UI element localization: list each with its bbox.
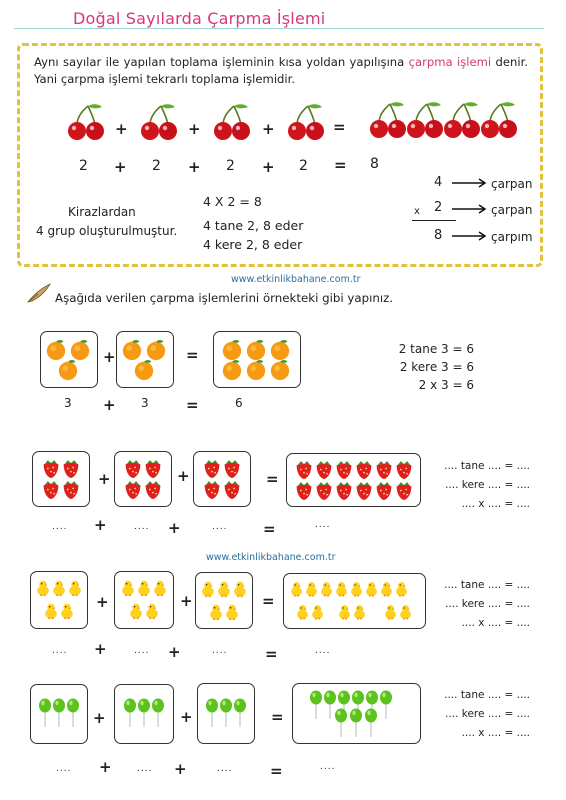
orange-icon bbox=[219, 337, 295, 383]
term-value: 8 bbox=[434, 228, 443, 243]
instruction-text: Aşağıda verilen çarpma işlemlerini örnekteki gibi yapınız. bbox=[55, 291, 394, 305]
equals-sign: = bbox=[270, 762, 283, 780]
quill-icon bbox=[26, 282, 52, 304]
chick-group-box bbox=[114, 571, 174, 629]
plus-sign: + bbox=[188, 120, 201, 138]
equals-sign: = bbox=[271, 708, 284, 726]
mult-sentence: 4 tane 2, 8 eder bbox=[203, 218, 304, 233]
chick-icon bbox=[35, 577, 83, 623]
equals-sign: = bbox=[186, 346, 199, 364]
term-label: çarpan bbox=[491, 203, 533, 217]
addend: 2 bbox=[226, 158, 235, 174]
plus-sign: + bbox=[262, 158, 275, 176]
plus-sign: + bbox=[168, 643, 181, 661]
addend: 2 bbox=[79, 158, 88, 174]
chick-group-box bbox=[195, 572, 253, 629]
orange-group-box bbox=[116, 331, 174, 388]
blank-dots: .... bbox=[52, 522, 68, 532]
cherry-icon bbox=[368, 101, 408, 139]
balloon-icon bbox=[121, 694, 167, 734]
strawberry-group-box bbox=[32, 451, 90, 507]
website-watermark: www.etkinlikbahane.com.tr bbox=[231, 274, 361, 285]
strawberry-icon bbox=[121, 457, 165, 501]
balloon-icon bbox=[36, 694, 82, 734]
sum: 8 bbox=[370, 156, 379, 172]
term-value: 4 bbox=[434, 175, 443, 190]
plus-sign: + bbox=[103, 396, 116, 414]
cherry-icon bbox=[286, 103, 326, 141]
sum: 6 bbox=[235, 396, 243, 410]
blank-dots: .... bbox=[134, 646, 150, 656]
equals-sign: = bbox=[186, 396, 199, 414]
blank-dots: .... bbox=[212, 646, 228, 656]
strawberry-icon bbox=[294, 458, 414, 502]
term-value: 2 bbox=[434, 200, 443, 215]
balloon-answers: .... tane .... = .... .... kere .... = .... .... x .... = .... bbox=[444, 689, 530, 739]
caption-line: Kirazlardan bbox=[68, 205, 136, 219]
plus-sign: + bbox=[103, 348, 116, 366]
plus-sign: + bbox=[96, 593, 109, 611]
equals-sign: = bbox=[266, 470, 279, 488]
intro-paragraph: Aynı sayılar ile yapılan toplama işleminin kısa yoldan yapılışına çarpma işlemi denir. Yani çarpma işlemi tekrarlı toplama işlemidir. bbox=[34, 55, 528, 86]
orange-group-box bbox=[40, 331, 98, 388]
plus-sign: + bbox=[168, 519, 181, 537]
orange-result-box bbox=[213, 331, 301, 388]
addend: 2 bbox=[299, 158, 308, 174]
balloon-result-box bbox=[292, 683, 421, 744]
equals-sign: = bbox=[263, 520, 276, 538]
plus-sign: + bbox=[98, 470, 111, 488]
plus-sign: + bbox=[94, 516, 107, 534]
page-title: Doğal Sayılarda Çarpma İşlemi bbox=[73, 9, 326, 28]
balloon-group-box bbox=[197, 683, 255, 744]
equals-sign: = bbox=[262, 592, 275, 610]
plus-sign: + bbox=[114, 158, 127, 176]
blank-dots: .... bbox=[315, 520, 331, 530]
blank-dots: .... bbox=[137, 764, 153, 774]
cherry-icon bbox=[405, 101, 445, 139]
balloon-icon bbox=[203, 694, 249, 734]
plus-sign: + bbox=[94, 640, 107, 658]
blank-dots: .... bbox=[134, 522, 150, 532]
strawberry-result-box bbox=[286, 453, 421, 507]
cherry-icon bbox=[66, 103, 106, 141]
blank-dots: .... bbox=[217, 764, 233, 774]
strawberry-icon bbox=[39, 457, 83, 501]
blank-dots: .... bbox=[320, 762, 336, 772]
result-line bbox=[412, 220, 456, 221]
plus-sign: + bbox=[177, 467, 190, 485]
balloon-group-box bbox=[30, 684, 88, 744]
chick-result-box bbox=[283, 573, 426, 629]
strawberry-icon bbox=[200, 457, 244, 501]
strawberry-group-box bbox=[193, 451, 251, 507]
blank-dots: .... bbox=[212, 522, 228, 532]
plus-sign: + bbox=[174, 760, 187, 778]
mult-sentence: 4 kere 2, 8 eder bbox=[203, 237, 303, 252]
plus-sign: + bbox=[93, 709, 106, 727]
arrow-right-icon bbox=[452, 204, 488, 214]
cherry-icon bbox=[479, 101, 519, 139]
arrow-right-icon bbox=[452, 178, 488, 188]
chick-answers: .... tane .... = .... .... kere .... = .... .... x .... = .... bbox=[444, 579, 530, 629]
equals-sign: = bbox=[334, 156, 347, 174]
arrow-right-icon bbox=[452, 231, 488, 241]
plus-sign: + bbox=[180, 592, 193, 610]
cherry-icon bbox=[139, 103, 179, 141]
highlight-term: çarpma işlemi bbox=[408, 55, 492, 69]
balloon-icon bbox=[309, 688, 405, 740]
addend: 3 bbox=[141, 396, 149, 410]
cherry-icon bbox=[212, 103, 252, 141]
blank-dots: .... bbox=[56, 764, 72, 774]
chick-icon bbox=[120, 577, 168, 623]
equals-sign: = bbox=[333, 118, 346, 136]
plus-sign: + bbox=[115, 120, 128, 138]
chick-icon bbox=[289, 578, 421, 624]
balloon-group-box bbox=[114, 684, 174, 744]
orange-icon bbox=[45, 337, 93, 383]
strawberry-group-box bbox=[114, 451, 172, 507]
oranges-answers: 2 tane 3 = 6 2 kere 3 = 6 2 x 3 = 6 bbox=[398, 342, 474, 392]
strawberry-answers: .... tane .... = .... .... kere .... = .... .... x .... = .... bbox=[444, 460, 530, 510]
blank-dots: .... bbox=[315, 646, 331, 656]
plus-sign: + bbox=[180, 708, 193, 726]
blank-dots: .... bbox=[52, 646, 68, 656]
times-sign: x bbox=[414, 206, 420, 217]
caption-line: 4 grup oluşturulmuştur. bbox=[36, 224, 178, 238]
equals-sign: = bbox=[265, 645, 278, 663]
chick-group-box bbox=[30, 571, 88, 629]
title-divider bbox=[14, 28, 544, 29]
term-label: çarpım bbox=[491, 230, 533, 244]
plus-sign: + bbox=[262, 120, 275, 138]
website-watermark: www.etkinlikbahane.com.tr bbox=[206, 552, 336, 563]
plus-sign: + bbox=[188, 158, 201, 176]
addend: 3 bbox=[64, 396, 72, 410]
mult-equation: 4 X 2 = 8 bbox=[203, 194, 262, 209]
addend: 2 bbox=[152, 158, 161, 174]
plus-sign: + bbox=[99, 758, 112, 776]
term-label: çarpan bbox=[491, 177, 533, 191]
cherry-icon bbox=[442, 101, 482, 139]
chick-icon bbox=[200, 578, 248, 624]
orange-icon bbox=[121, 337, 169, 383]
